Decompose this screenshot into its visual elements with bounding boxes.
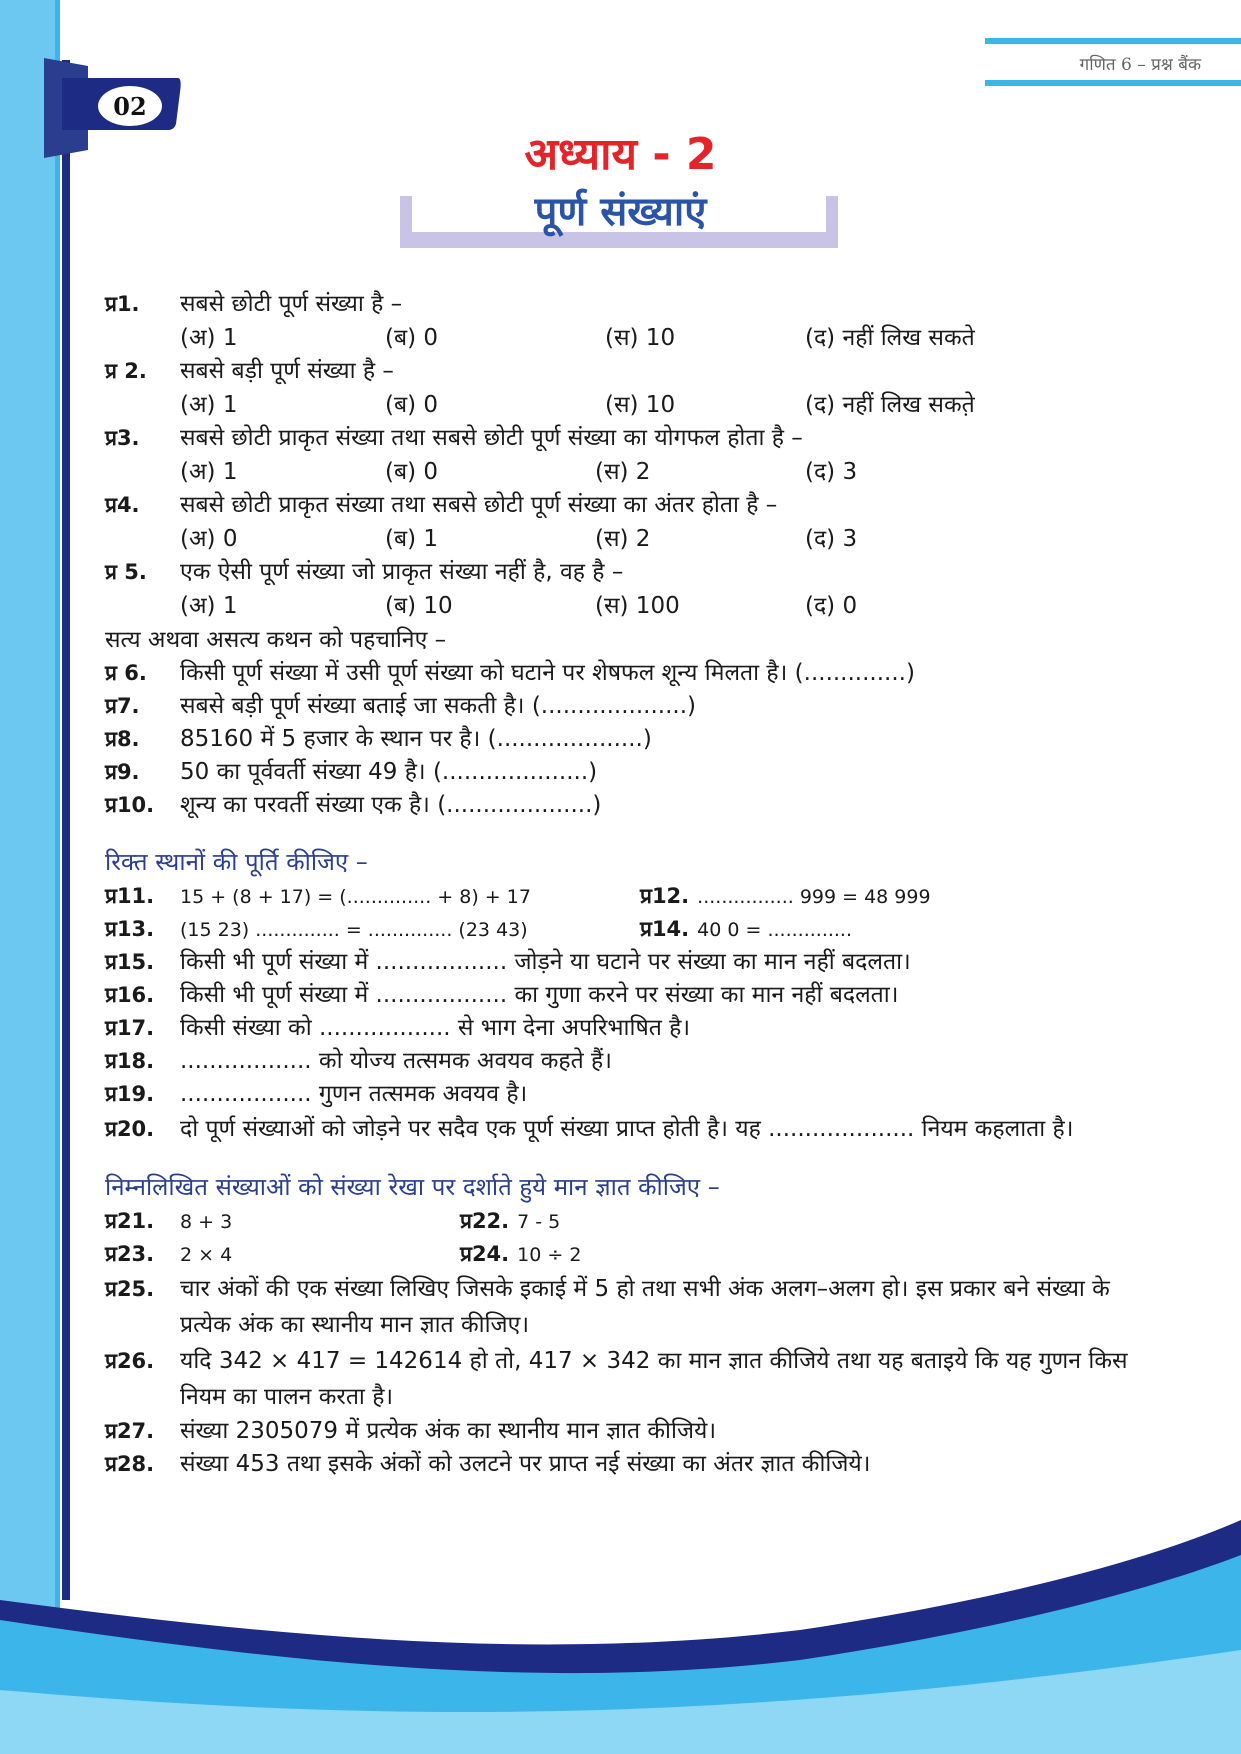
mcq-section	[105, 288, 1135, 623]
question-text: एक ऐसी पूर्ण संख्या जो प्राकृत संख्या नहीं है, वह है –	[180, 559, 624, 585]
question-number: प्र8.	[105, 727, 140, 751]
question-number: प्र27.	[105, 1419, 155, 1443]
question-text: किसी भी पूर्ण संख्या में .................. जोड़ने या घटाने पर संख्या का मान नहीं बदलता।	[180, 949, 911, 975]
question-item	[105, 288, 1135, 355]
question-number: प्र4.	[105, 493, 140, 517]
page-number: 02	[98, 86, 162, 126]
question-pair	[105, 880, 1135, 913]
question-number: प्र16.	[105, 983, 155, 1007]
question-text: चार अंकों की एक संख्या लिखिए जिसके इकाई में 5 हो तथा सभी अंक अलग–अलग हो। इस प्रकार बने संख्या के प्रत्येक अंक का स्थानीय मान ज्ञात कीजिए।	[180, 1276, 1110, 1338]
section-heading: निम्नलिखित संख्याओं को संख्या रेखा पर दर्शाते हुये मान ज्ञात कीजिए –	[105, 1173, 720, 1201]
option-c: (स) 100	[595, 593, 680, 619]
option-c: (स) 2	[595, 526, 651, 552]
option-b: (ब) 10	[385, 593, 453, 619]
option-a: (अ) 1	[180, 325, 238, 351]
question-number: प्र24.	[460, 1242, 510, 1266]
question-text: .................. गुणन तत्समक अवयव है।	[180, 1081, 528, 1107]
question-text: सबसे छोटी प्राकृत संख्या तथा सबसे छोटी पूर्ण संख्या का अंतर होता है –	[180, 492, 778, 518]
math-expression: 8 + 3	[180, 1211, 233, 1233]
math-expression: 2 × 4	[180, 1244, 233, 1266]
question-text: संख्या 2305079 में प्रत्येक अंक का स्थानीय मान ज्ञात कीजिये।	[180, 1418, 717, 1444]
question-number: प्र25.	[105, 1277, 155, 1301]
question-number: प्र1.	[105, 292, 140, 316]
question-number: प्र19.	[105, 1082, 155, 1106]
question-text: .................. को योज्य तत्समक अवयव कहते हैं।	[180, 1048, 612, 1074]
question-number: प्र13.	[105, 917, 155, 941]
option-a: (अ) 0	[180, 526, 238, 552]
question-number: प्र20.	[105, 1117, 155, 1141]
option-d: (द) 3	[805, 459, 858, 485]
option-c: (स) 2	[595, 459, 651, 485]
question-number: प्र9.	[105, 760, 140, 784]
math-expression: ................ 999 = 48 999	[697, 886, 931, 908]
fill-blanks-section	[105, 844, 1135, 1147]
question-text: किसी संख्या को .................. से भाग देना अपरिभाषित है।	[180, 1015, 691, 1041]
question-pair	[105, 1238, 1135, 1271]
question-number: प्र15.	[105, 950, 155, 974]
question-item	[105, 355, 1135, 422]
question-text: किसी भी पूर्ण संख्या में .................. का गुणा करने पर संख्या का मान नहीं बदलता।	[180, 982, 899, 1008]
question-pair	[105, 1205, 1135, 1238]
question-number: प्र23.	[105, 1242, 155, 1266]
question-item	[105, 489, 1135, 556]
question-number: प्र 2.	[105, 359, 147, 383]
question-number: प्र28.	[105, 1452, 155, 1476]
question-number: प्र11.	[105, 884, 155, 908]
math-expression: 10 ÷ 2	[517, 1244, 582, 1266]
option-b: (ब) 0	[385, 392, 439, 418]
question-number: प्र26.	[105, 1349, 155, 1373]
section-heading: रिक्त स्थानों की पूर्ति कीजिए –	[105, 848, 368, 876]
question-text: सबसे बड़ी पूर्ण संख्या बताई जा सकती है। (....................)	[180, 693, 696, 719]
chapter-subtitle: पूर्ण संख्याएं	[534, 189, 707, 235]
option-b: (ब) 0	[385, 325, 439, 351]
question-item	[105, 556, 1135, 623]
option-c: (स) 10	[605, 392, 676, 418]
question-number: प्र 5.	[105, 560, 147, 584]
math-expression: 7 - 5	[517, 1211, 561, 1233]
option-b: (ब) 0	[385, 459, 439, 485]
question-number: प्र7.	[105, 694, 140, 718]
question-text: सबसे छोटी पूर्ण संख्या है –	[180, 291, 403, 317]
question-text: दो पूर्ण संख्याओं को जोड़ने पर सदैव एक पूर्ण संख्या प्राप्त होती है। यह .................... नियम कहलाता है।	[180, 1116, 1074, 1142]
book-header-tag: गणित 6 – प्रश्न बैंक	[1079, 55, 1201, 75]
option-d: (द) 0	[805, 593, 858, 619]
section-heading: सत्य अथवा असत्य कथन को पहचानिए –	[105, 627, 447, 653]
question-text: शून्य का परवर्ती संख्या एक है। (....................)	[180, 792, 602, 818]
question-list	[105, 288, 1135, 1481]
chapter-title: अध्याय - 2	[524, 129, 717, 180]
option-a: (अ) 1	[180, 392, 238, 418]
number-line-section	[105, 1169, 1135, 1481]
question-number: प्र12.	[640, 884, 690, 908]
true-false-section	[105, 623, 1135, 822]
option-a: (अ) 1	[180, 593, 238, 619]
option-b: (ब) 1	[385, 526, 439, 552]
question-number: प्र10.	[105, 793, 155, 817]
question-number: प्र 6.	[105, 661, 147, 685]
question-text: किसी पूर्ण संख्या में उसी पूर्ण संख्या को घटाने पर शेषफल शून्य मिलता है। (..............)	[180, 660, 915, 686]
question-number: प्र14.	[640, 917, 690, 941]
question-text: 50 का पूर्ववर्ती संख्या 49 है। (....................)	[180, 759, 598, 785]
question-number: प्र18.	[105, 1049, 155, 1073]
option-a: (अ) 1	[180, 459, 238, 485]
math-expression: 15 + (8 + 17) = (.............. + 8) + 17	[180, 886, 531, 908]
math-expression: 40 0 = ..............	[697, 919, 853, 941]
question-text: संख्या 453 तथा इसके अंकों को उलटने पर प्राप्त नई संख्या का अंतर ज्ञात कीजिये।	[180, 1451, 871, 1477]
question-number: प्र21.	[105, 1209, 155, 1233]
question-text: सबसे बड़ी पूर्ण संख्या है –	[180, 358, 394, 384]
question-number: प्र3.	[105, 426, 140, 450]
question-pair	[105, 913, 1135, 946]
math-expression: (15 23) .............. = .............. (23 43)	[180, 919, 528, 941]
option-d: (द) नहीं लिख सकते़	[805, 392, 975, 418]
option-d: (द) 3	[805, 526, 858, 552]
question-number: प्र22.	[460, 1209, 510, 1233]
option-d: (द) नहीं लिख सकते	[805, 325, 975, 351]
question-text: 85160 में 5 हजार के स्थान पर है। (....................)	[180, 726, 652, 752]
question-item	[105, 422, 1135, 489]
option-c: (स) 10	[605, 325, 676, 351]
question-number: प्र17.	[105, 1016, 155, 1040]
question-text: सबसे छोटी प्राकृत संख्या तथा सबसे छोटी पूर्ण संख्या का योगफल होता है –	[180, 425, 803, 451]
question-text: यदि 342 × 417 = 142614 हो तो, 417 × 342 का मान ज्ञात कीजिये तथा यह बताइये कि यह गुणन किस नियम का पालन करता है।	[180, 1348, 1128, 1410]
